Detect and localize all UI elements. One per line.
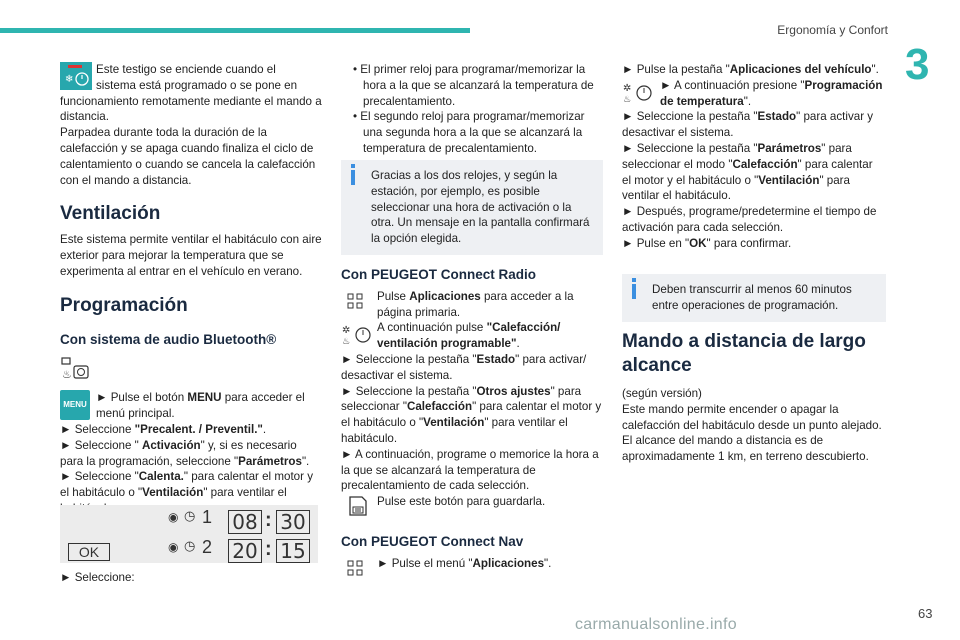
step: Pulse Aplicaciones para acceder a la página primaria. (377, 289, 574, 319)
heater-fan-timer-icon (60, 356, 90, 387)
hour-field: 08 (228, 510, 262, 534)
info-icon-bar (632, 284, 636, 299)
paragraph: Este sistema permite ventilar el habitáculo con aire exterior para mejorar la temperatura que se experimenta al entrar en el vehículo en verano. (60, 233, 322, 278)
radio-selected-icon: ◉ (168, 540, 179, 554)
step: ► Seleccione la pestaña "Otros ajustes" para seleccionar "Calefacción" para calentar el motor y el habitáculo o "Ventilación" para ventilar el habitáculo. (341, 384, 602, 445)
heading-connect-nav: Con PEUGEOT Connect Nav (341, 533, 524, 549)
note-text: Deben transcurrir al menos 60 minutos entre operaciones de programación. (652, 283, 852, 312)
heading-ventilacion: Ventilación (60, 203, 161, 225)
chapter-number: 3 (905, 40, 930, 89)
note-text: Gracias a los dos relojes, y según la estación, por ejemplo, es posible seleccionar una hora de activación o la otra. Un mensaje en la pantalla confirmará la opción elegida. (371, 169, 590, 246)
heading-bluetooth: Con sistema de audio Bluetooth® (60, 331, 277, 347)
svg-text:✲: ✲ (623, 82, 632, 94)
info-note (622, 274, 886, 322)
paragraph: Parpadea durante toda la duración de la calefacción y se apaga cuando finaliza el ciclo de calentamiento o cuando se cancela la calefacción con el mando a distancia. (60, 126, 316, 187)
ok-button: OK (68, 543, 110, 561)
heading-connect-radio: Con PEUGEOT Connect Radio (341, 267, 537, 282)
svg-text:✲: ✲ (342, 325, 351, 337)
info-note (341, 160, 603, 255)
minute-field: 15 (276, 539, 310, 563)
step: ► Pulse el botón MENU para acceder el menú principal. (96, 391, 305, 421)
step: Pulse este botón para guardarla. (377, 495, 546, 509)
step: ► Seleccione "Precalent. / Preventil.". (60, 422, 267, 436)
step: ► Seleccione la pestaña "Parámetros" para seleccionar el modo "Calefacción" para calentar el motor y el habitáculo o "Ventilación" para ventilar el habitáculo. (622, 141, 873, 203)
menu-button-icon: MENU (60, 390, 90, 420)
colon: : (265, 538, 272, 560)
step: ► Seleccione la pestaña "Estado" para activar y desactivar el sistema. (622, 110, 874, 140)
step: ► A continuación, programe o memorice la hora a la que se alcanzará la temperatura de precalentamiento de cada selección. (341, 447, 599, 493)
column-3-lower (622, 330, 884, 465)
section-title: Ergonomía y Confort (777, 23, 888, 37)
radio-selected-icon: ◉ (168, 510, 179, 524)
paragraph: Este mando permite encender o apagar la calefacción del habitáculo desde un punto alejado. (622, 402, 882, 432)
svg-text:♨: ♨ (62, 367, 72, 381)
column-1 (60, 62, 322, 517)
step: ► Pulse en "OK" para confirmar. (622, 236, 792, 250)
step: ► Después, programe/predetermine el tiempo de activación para cada selección. (622, 205, 877, 234)
minute-field: 30 (276, 510, 310, 534)
svg-text:❄: ❄ (65, 74, 74, 85)
info-icon (351, 164, 355, 168)
clock-number: 1 (202, 507, 213, 527)
step: ► Pulse el menú "Aplicaciones". (377, 556, 552, 570)
hour-field: 20 (228, 539, 262, 563)
watermark: carmanualsonline.info (575, 616, 737, 633)
bullet: • El primer reloj para programar/memorizar la hora a la que se alcanzará la temperatura de precalentamiento. (353, 63, 594, 108)
header-accent-bar (0, 28, 470, 33)
paragraph: funcionamiento remotamente mediante el mando a distancia. (60, 94, 322, 124)
info-icon (632, 278, 636, 282)
info-icon-bar (351, 170, 355, 185)
text-line: Este testigo se enciende cuando el (96, 63, 276, 76)
clock-number: 2 (202, 537, 213, 557)
clock-icon: ◷ (184, 508, 196, 523)
paragraph: (según versión) (622, 387, 702, 400)
column-2 (345, 62, 607, 157)
step: ► Seleccione " Activación" y, si es necesario para la programación, seleccione "Parámetros". (60, 438, 310, 468)
step: ► Seleccione la pestaña "Estado" para activar/ desactivar el sistema. (341, 352, 587, 382)
colon: : (265, 509, 272, 531)
save-icon (349, 496, 367, 521)
svg-text:♨: ♨ (623, 94, 632, 104)
apps-grid-icon (347, 293, 363, 314)
display-illustration (60, 505, 318, 563)
step: ► Pulse la pestaña "Aplicaciones del vehículo". (622, 63, 879, 76)
text-line: sistema está programado o se pone en (96, 78, 298, 92)
select-line: ► Seleccione: (60, 571, 135, 584)
clock-icon: ◷ (184, 538, 196, 553)
paragraph: El alcance del mando a distancia es de aproximadamente 1 km, en terreno descubierto. (622, 434, 869, 464)
bullet: • El segundo reloj para programar/memorizar una segunda hora a la que se alcanzará la temperatura de precalentamiento. (353, 110, 585, 155)
step: ► Seleccione "Calenta." para calentar el motor y el habitáculo o "Ventilación" para ventilar el (60, 470, 314, 500)
heater-timer-icon (60, 62, 92, 95)
svg-text:♨: ♨ (342, 337, 351, 347)
heading-programacion: Programación (60, 294, 188, 316)
column-3 (622, 62, 884, 252)
heading-mando-distancia: Mando a distancia de largo alcance (622, 331, 866, 376)
column-2-lower (341, 267, 606, 572)
step: A continuación pulse "Calefacción/ ventilación programable". (377, 321, 561, 351)
step: ► A continuación presione "Programación de temperatura". (660, 78, 883, 108)
page-number: 63 (918, 606, 933, 621)
apps-grid-icon (347, 560, 363, 581)
heater-fan-timer-icon (622, 80, 654, 109)
heater-fan-timer-icon (341, 322, 373, 351)
